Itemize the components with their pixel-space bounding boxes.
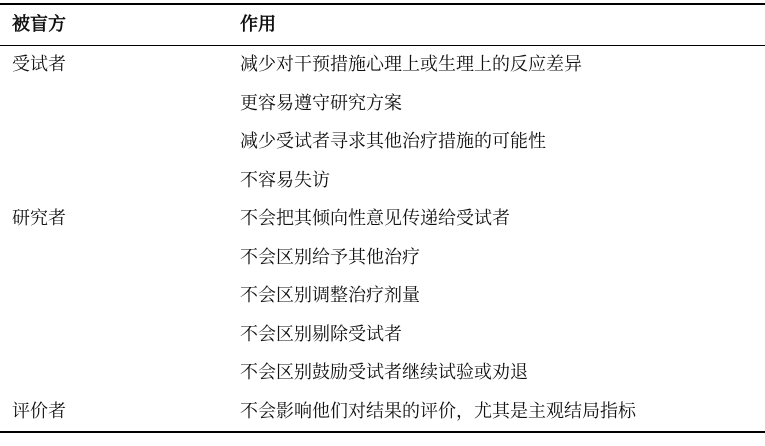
party-cell-subjects: 受试者 [12, 54, 66, 75]
table-header [0, 4, 765, 46]
table-row [0, 393, 765, 433]
effect-cell: 不会区别调整治疗剂量 [240, 285, 420, 306]
column-header-blinded-party: 被盲方 [0, 4, 240, 46]
party-cell-researchers: 研究者 [12, 208, 66, 229]
table-body [0, 46, 765, 433]
table-row [0, 200, 765, 239]
effect-cell: 不会区别鼓励受试者继续试验或劝退 [240, 362, 528, 383]
column-header-effect: 作用 [240, 4, 765, 46]
table-row [0, 46, 765, 85]
effect-cell: 减少受试者寻求其他治疗措施的可能性 [240, 131, 546, 152]
header-row [0, 4, 765, 46]
blinding-effects-table [0, 3, 765, 433]
effect-cell: 更容易遵守研究方案 [240, 92, 402, 114]
effect-cell: 不会区别给予其他治疗 [240, 246, 420, 268]
effect-cell: 不会影响他们对结果的评价，尤其是主观结局指标 [240, 400, 636, 422]
effect-cell: 不容易失访 [240, 169, 330, 191]
party-cell-evaluators: 评价者 [12, 400, 66, 422]
effect-cell: 减少对干预措施心理上或生理上的反应差异 [240, 54, 582, 75]
effect-cell: 不会把其倾向性意见传递给受试者 [240, 208, 510, 229]
effect-cell: 不会区别剔除受试者 [240, 323, 402, 345]
